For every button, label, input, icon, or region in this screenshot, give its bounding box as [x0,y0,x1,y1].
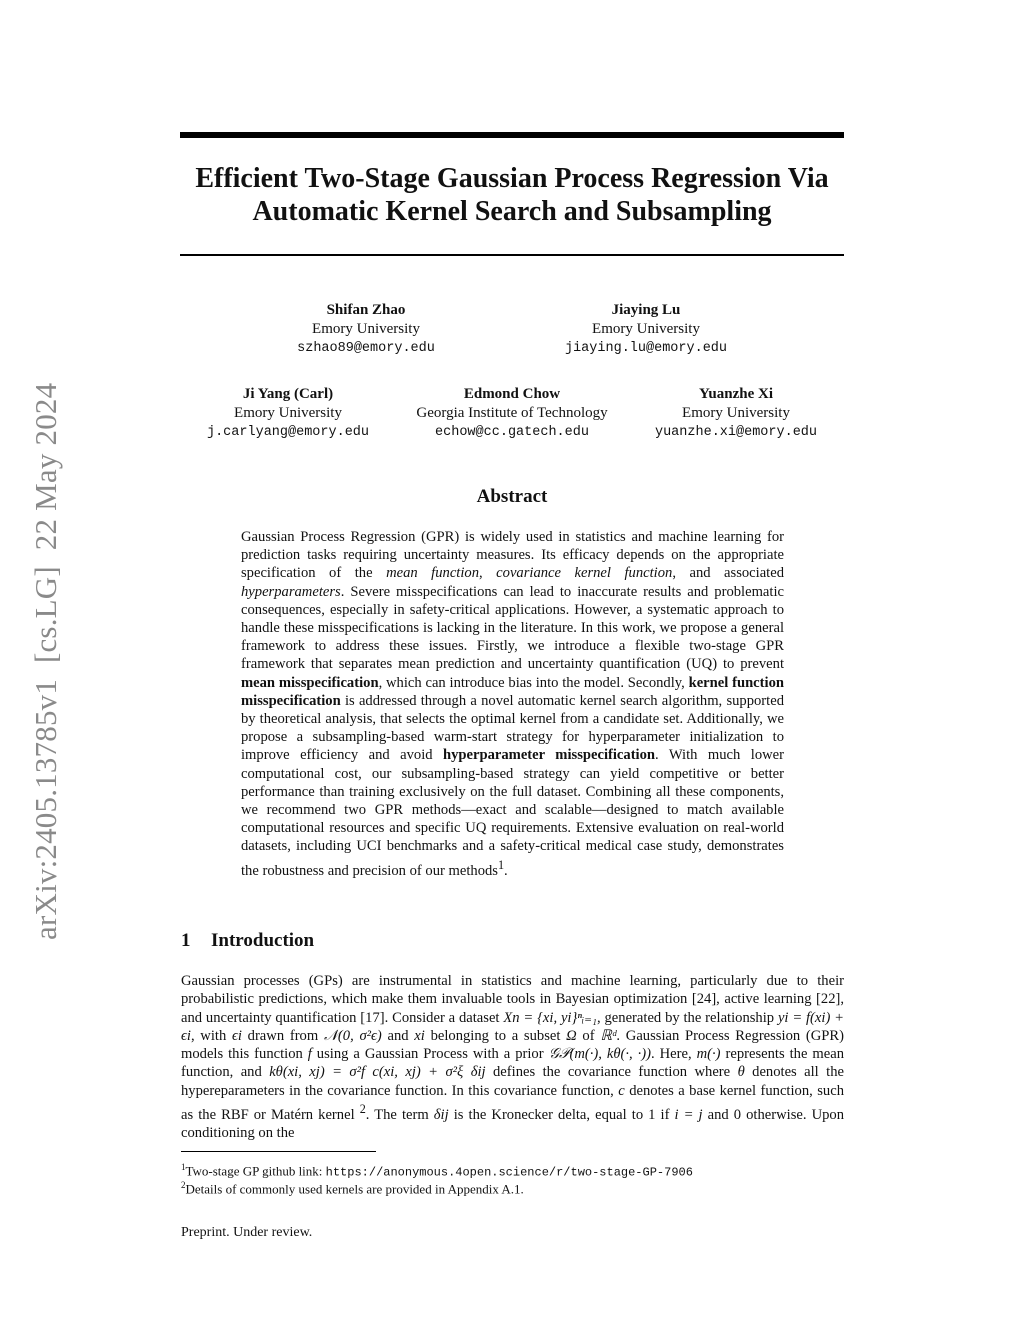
introduction-text: Gaussian processes (GPs) are instrumental in statistics and machine learning, particularly due to their probabilistic predictions, which make them invaluable tools in Bayesian optimization [24], active learning [22], and uncertainty quantification [17]. Consider a dataset Xn = {xi, yi}ⁿᵢ₌₁, generated by the relationship yi = f(xi) + ϵi, with ϵi drawn from 𝒩(0, σ²ϵ) and xi belonging to a subset Ω of ℝᵈ. Gaussian Process Regression (GPR) models this function f using a Gaussian Process with a prior 𝒢𝒫(m(·), kθ(·, ·)). Here, m(·) represents the mean function, and kθ(xi, xj) = σ²f c(xi, xj) + σ²ξ δij defines the covariance function where θ denotes all the hypereparameters in the covariance function. In this covariance function, c denotes a base kernel function, such as the RBF or Matérn kernel $^2$. The term δij is the Kronecker delta, equal to 1 if i = j and 0 otherwise. Upon conditioning on the [181,973,845,1142]
author-name: Yuanzhe Xi [698,386,774,402]
footnote-ref[interactable]: 1 [497,857,505,872]
author-block [226,301,506,358]
abstract-text: Gaussian Process Regression (GPR) is widely used in statistics and machine learning for prediction tasks requiring uncertainty measures. Its efficacy depends on the appropriate specification of the mean function, covariance kernel function, and associated hyperparameters. Severe misspecifications can lead to inaccurate results and problematic consequences, especially in safety-critical applications. However, a systematic approach to handle these misspecifications is lacking in the literature. In this work, we propose a general framework to address these issues. Firstly, we introduce a flexible two-stage GPR framework that separates mean prediction and uncertainty quantification (UQ) to prevent mean misspecification, which can introduce bias into the model. Secondly, kernel function misspecification is addressed through a novel automatic kernel search algorithm, supported by theoretical analysis, that selects the optimal kernel from a candidate set. Additionally, we propose a subsampling-based warm-start strategy for hyperparameter initialization to improve efficiency and avoid hyperparameter misspecification. With much lower computational cost, our subsampling-based strategy can yield competitive or better performance than training exclusively on the full dataset. Combining all these components, we recommend two GPR methods—exact and scalable—designed to match available computational resources and specific UQ requirements. Extensive evaluation on real-world datasets, including UCI benchmarks and a safety-critical medical case study, demonstrates the robustness and precision of our methods$^1$. [241,529,785,879]
author-affiliation: Emory University [312,321,420,337]
author-email[interactable]: yuanzhe.xi@emory.edu [654,425,818,440]
author-name: Jiaying Lu [611,302,681,318]
footnote-divider [181,1151,376,1152]
section-number: 1 [181,930,191,951]
footnote-2: $^2$Details of commonly used kernels are provided in Appendix A.1. [181,1180,524,1197]
title-line-1: Efficient Two-Stage Gaussian Process Regression Via [195,163,829,194]
author-email[interactable]: szhao89@emory.edu [297,341,435,356]
author-block [506,301,786,358]
author-affiliation: Georgia Institute of Technology [416,405,608,421]
author-affiliation: Emory University [234,405,342,421]
footnote-1: $^1$Two-stage GP github link: https://anonymous.4open.science/r/two-stage-GP-7906 [181,1162,693,1180]
arxiv-identifier: arXiv:2405.13785v1 [cs.LG] 22 May 2024 [28,382,63,940]
title-bottom-rule [180,254,844,256]
author-email[interactable]: j.carlyang@emory.edu [206,425,370,440]
author-block [596,385,876,442]
github-link[interactable]: https://anonymous.4open.science/r/two-stage-GP-7906 [325,1165,693,1180]
author-name: Ji Yang (Carl) [242,386,334,402]
author-email[interactable]: echow@cc.gatech.edu [435,425,589,440]
author-affiliation: Emory University [592,321,700,337]
section-title: Introduction [211,930,315,951]
author-name: Shifan Zhao [326,302,406,318]
title-top-rule [180,132,844,138]
preprint-notice: Preprint. Under review. [181,1225,313,1240]
abstract-heading: Abstract [476,486,548,507]
author-email[interactable]: jiaying.lu@emory.edu [564,341,728,356]
author-affiliation: Emory University [682,405,790,421]
footnote-ref[interactable]: 2 [359,1102,366,1117]
author-name: Edmond Chow [463,386,561,402]
title-line-2: Automatic Kernel Search and Subsampling [252,196,772,227]
paper-title [150,162,874,228]
section-heading [181,930,314,952]
